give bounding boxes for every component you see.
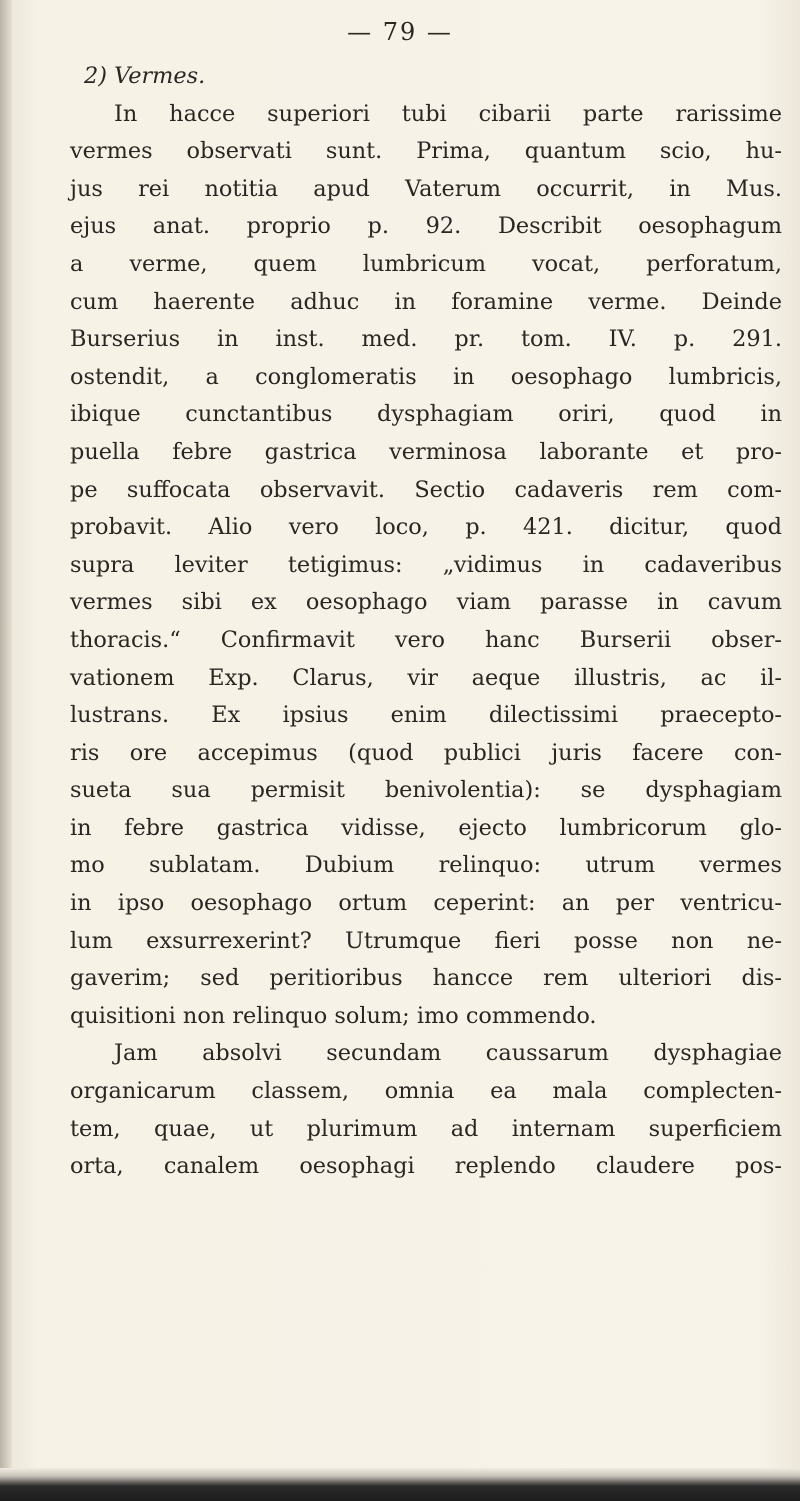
page-body bbox=[70, 58, 782, 1186]
paragraph-1 bbox=[70, 96, 782, 1036]
page-binding-edge bbox=[0, 0, 12, 1501]
text-line: orta, canalem oesophagi replendo claudere pos- bbox=[70, 1153, 782, 1180]
text-line: in febre gastrica vidisse, ejecto lumbricorum glo- bbox=[70, 814, 782, 841]
text-line: in ipso oesophago ortum ceperint: an per ventricu- bbox=[70, 890, 782, 917]
text-line: mo sublatam. Dubium relinquo: utrum vermes bbox=[70, 852, 782, 879]
text-line: quisitioni non relinquo solum; imo commendo. bbox=[70, 1002, 597, 1029]
text-line: vationem Exp. Clarus, vir aeque illustris, ac il- bbox=[70, 664, 782, 691]
section-heading: 2) Vermes. bbox=[84, 63, 206, 89]
text-line: Jam absolvi secundam caussarum dysphagiae bbox=[114, 1040, 782, 1067]
text-line: probavit. Alio vero loco, p. 421. dicitur, quod bbox=[70, 514, 782, 541]
text-line: ejus anat. proprio p. 92. Describit oesophagum bbox=[70, 213, 782, 240]
paragraph-2 bbox=[70, 1035, 782, 1185]
text-line: vermes sibi ex oesophago viam parasse in cavum bbox=[70, 589, 782, 616]
text-line: a verme, quem lumbricum vocat, perforatum, bbox=[70, 250, 782, 277]
text-line: puella febre gastrica verminosa laborante et pro- bbox=[70, 438, 782, 465]
text-line: ris ore accepimus (quod publici juris facere con- bbox=[70, 739, 782, 766]
text-line: Burserius in inst. med. pr. tom. IV. p. 291. bbox=[70, 326, 782, 353]
text-line: ibique cunctantibus dysphagiam oriri, quod in bbox=[70, 401, 782, 428]
scan-bottom-edge bbox=[0, 1468, 800, 1501]
text-line: gaverim; sed peritioribus hancce rem ulteriori dis- bbox=[70, 965, 782, 992]
page-number: — 79 — bbox=[347, 18, 453, 46]
text-line: organicarum classem, omnia ea mala complecten- bbox=[70, 1078, 782, 1105]
text-line: sueta sua permisit benivolentia): se dysphagiam bbox=[70, 777, 782, 804]
text-line: tem, quae, ut plurimum ad internam superficiem bbox=[70, 1115, 782, 1142]
text-line: In hacce superiori tubi cibarii parte rarissime bbox=[114, 100, 782, 127]
text-line: lustrans. Ex ipsius enim dilectissimi praecepto- bbox=[70, 702, 782, 729]
text-line: thoracis.“ Confirmavit vero hanc Burserii obser- bbox=[70, 626, 782, 653]
text-line: jus rei notitia apud Vaterum occurrit, in Mus. bbox=[70, 175, 782, 202]
text-line: lum exsurrexerint? Utrumque fieri posse non ne- bbox=[70, 927, 782, 954]
text-line: pe suffocata observavit. Sectio cadaveris rem com- bbox=[70, 476, 782, 503]
text-line: cum haerente adhuc in foramine verme. Deinde bbox=[70, 288, 782, 315]
text-line: supra leviter tetigimus: „vidimus in cadaveribus bbox=[70, 551, 782, 578]
text-line: vermes observati sunt. Prima, quantum scio, hu- bbox=[70, 138, 782, 165]
text-line: ostendit, a conglomeratis in oesophago lumbricis, bbox=[70, 363, 782, 390]
